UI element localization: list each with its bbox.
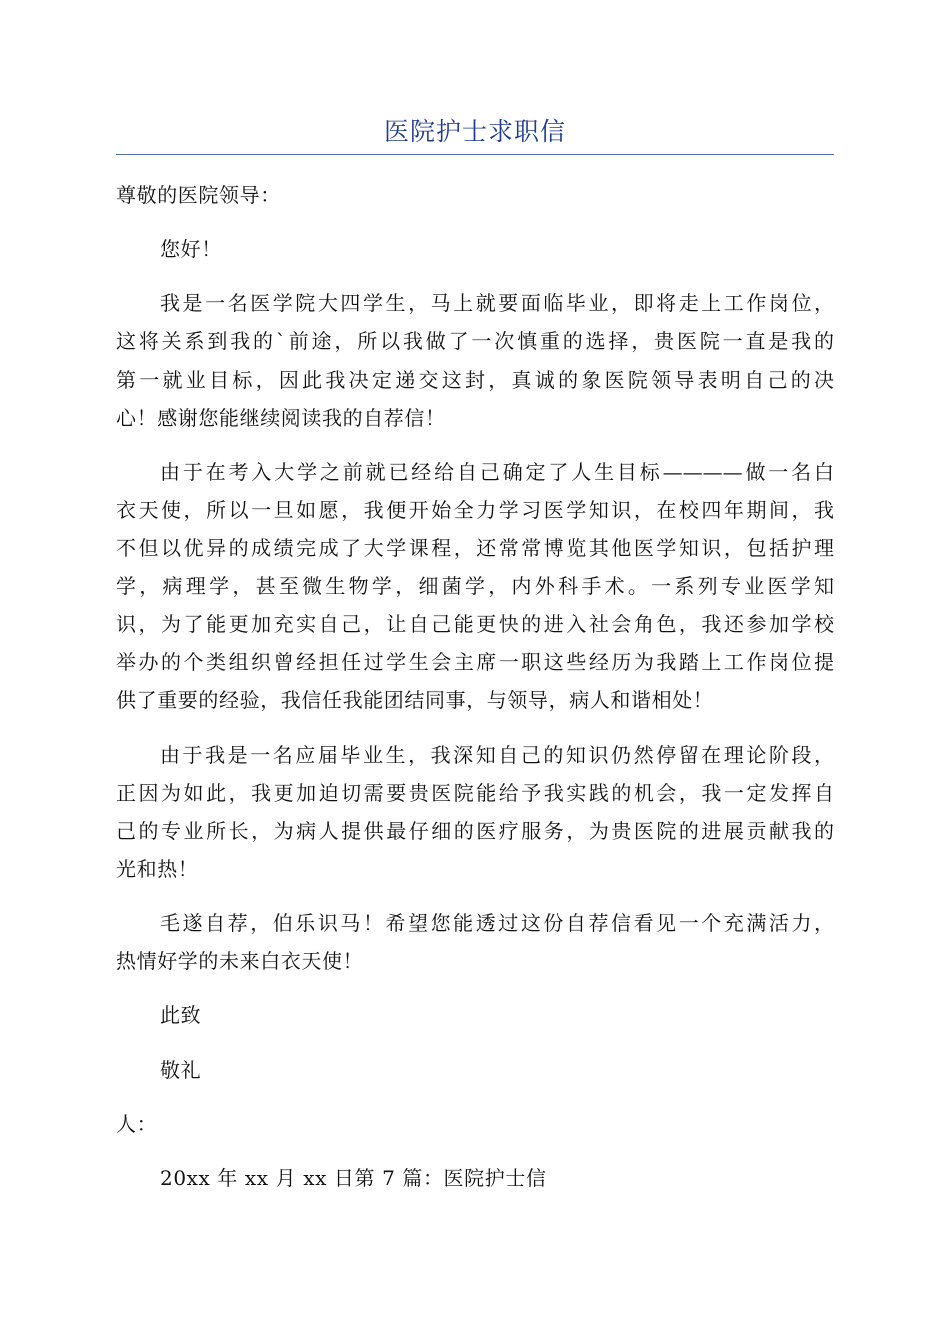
document-title: 医院护士求职信 [383, 117, 566, 146]
paragraph-3-line-4: 光和热！ [116, 857, 199, 881]
title-underline [116, 154, 834, 155]
paragraph-4-line-1: 毛遂自荐，伯乐识马！希望您能透过这份自荐信看见一个充满活力， [160, 911, 834, 935]
paragraph-2-line-7: 供了重要的经验，我信任我能团结同事，与领导，病人和谐相处！ [116, 688, 714, 712]
paragraph-1-line-1: 我是一名医学院大四学生，马上就要面临毕业，即将走上工作岗位， [160, 291, 834, 315]
paragraph-2-line-2: 衣天使，所以一旦如愿，我便开始全力学习医学知识，在校四年期间，我 [116, 498, 834, 522]
paragraph-2-line-3: 不但以优异的成绩完成了大学课程，还常常博览其他医学知识，包括护理 [116, 536, 834, 560]
paragraph-2-line-4: 学，病理学，甚至微生物学，细菌学，内外科手术。一系列专业医学知 [116, 574, 834, 598]
paragraph-2-line-1: 由于在考入大学之前就已经给自己确定了人生目标————做一名白 [160, 460, 834, 484]
paragraph-1-line-3: 第一就业目标，因此我决定递交这封，真诚的象医院领导表明自己的决 [116, 368, 834, 392]
paragraph-3-line-3: 己的专业所长，为病人提供最仔细的医疗服务，为贵医院的进展贡献我的 [116, 819, 834, 843]
paragraph-1-line-4: 心！感谢您能继续阅读我的自荐信！ [116, 406, 446, 430]
signer-label: 人： [116, 1112, 158, 1136]
paragraph-1-line-2: 这将关系到我的`前途，所以我做了一次慎重的选择，贵医院一直是我的 [116, 329, 834, 353]
closing-regards: 此致 [160, 1003, 202, 1027]
paragraph-3-line-2: 正因为如此，我更加迫切需要贵医院能给予我实践的机会，我一定发挥自 [116, 781, 834, 805]
paragraph-2-line-5: 识，为了能更加充实自己，让自己能更快的进入社会角色，我还参加学校 [116, 612, 834, 636]
paragraph-2-line-6: 举办的个类组织曾经担任过学生会主席一职这些经历为我踏上工作岗位提 [116, 650, 834, 674]
greeting: 您好！ [160, 237, 222, 261]
paragraph-4-line-2: 热情好学的未来白衣天使！ [116, 949, 364, 973]
date-line: 20xx 年 xx 月 xx 日第 7 篇：医院护士信 [160, 1166, 547, 1190]
closing-salute: 敬礼 [160, 1058, 202, 1082]
salutation: 尊敬的医院领导： [116, 183, 281, 207]
paragraph-3-line-1: 由于我是一名应届毕业生，我深知自己的知识仍然停留在理论阶段， [160, 743, 834, 767]
